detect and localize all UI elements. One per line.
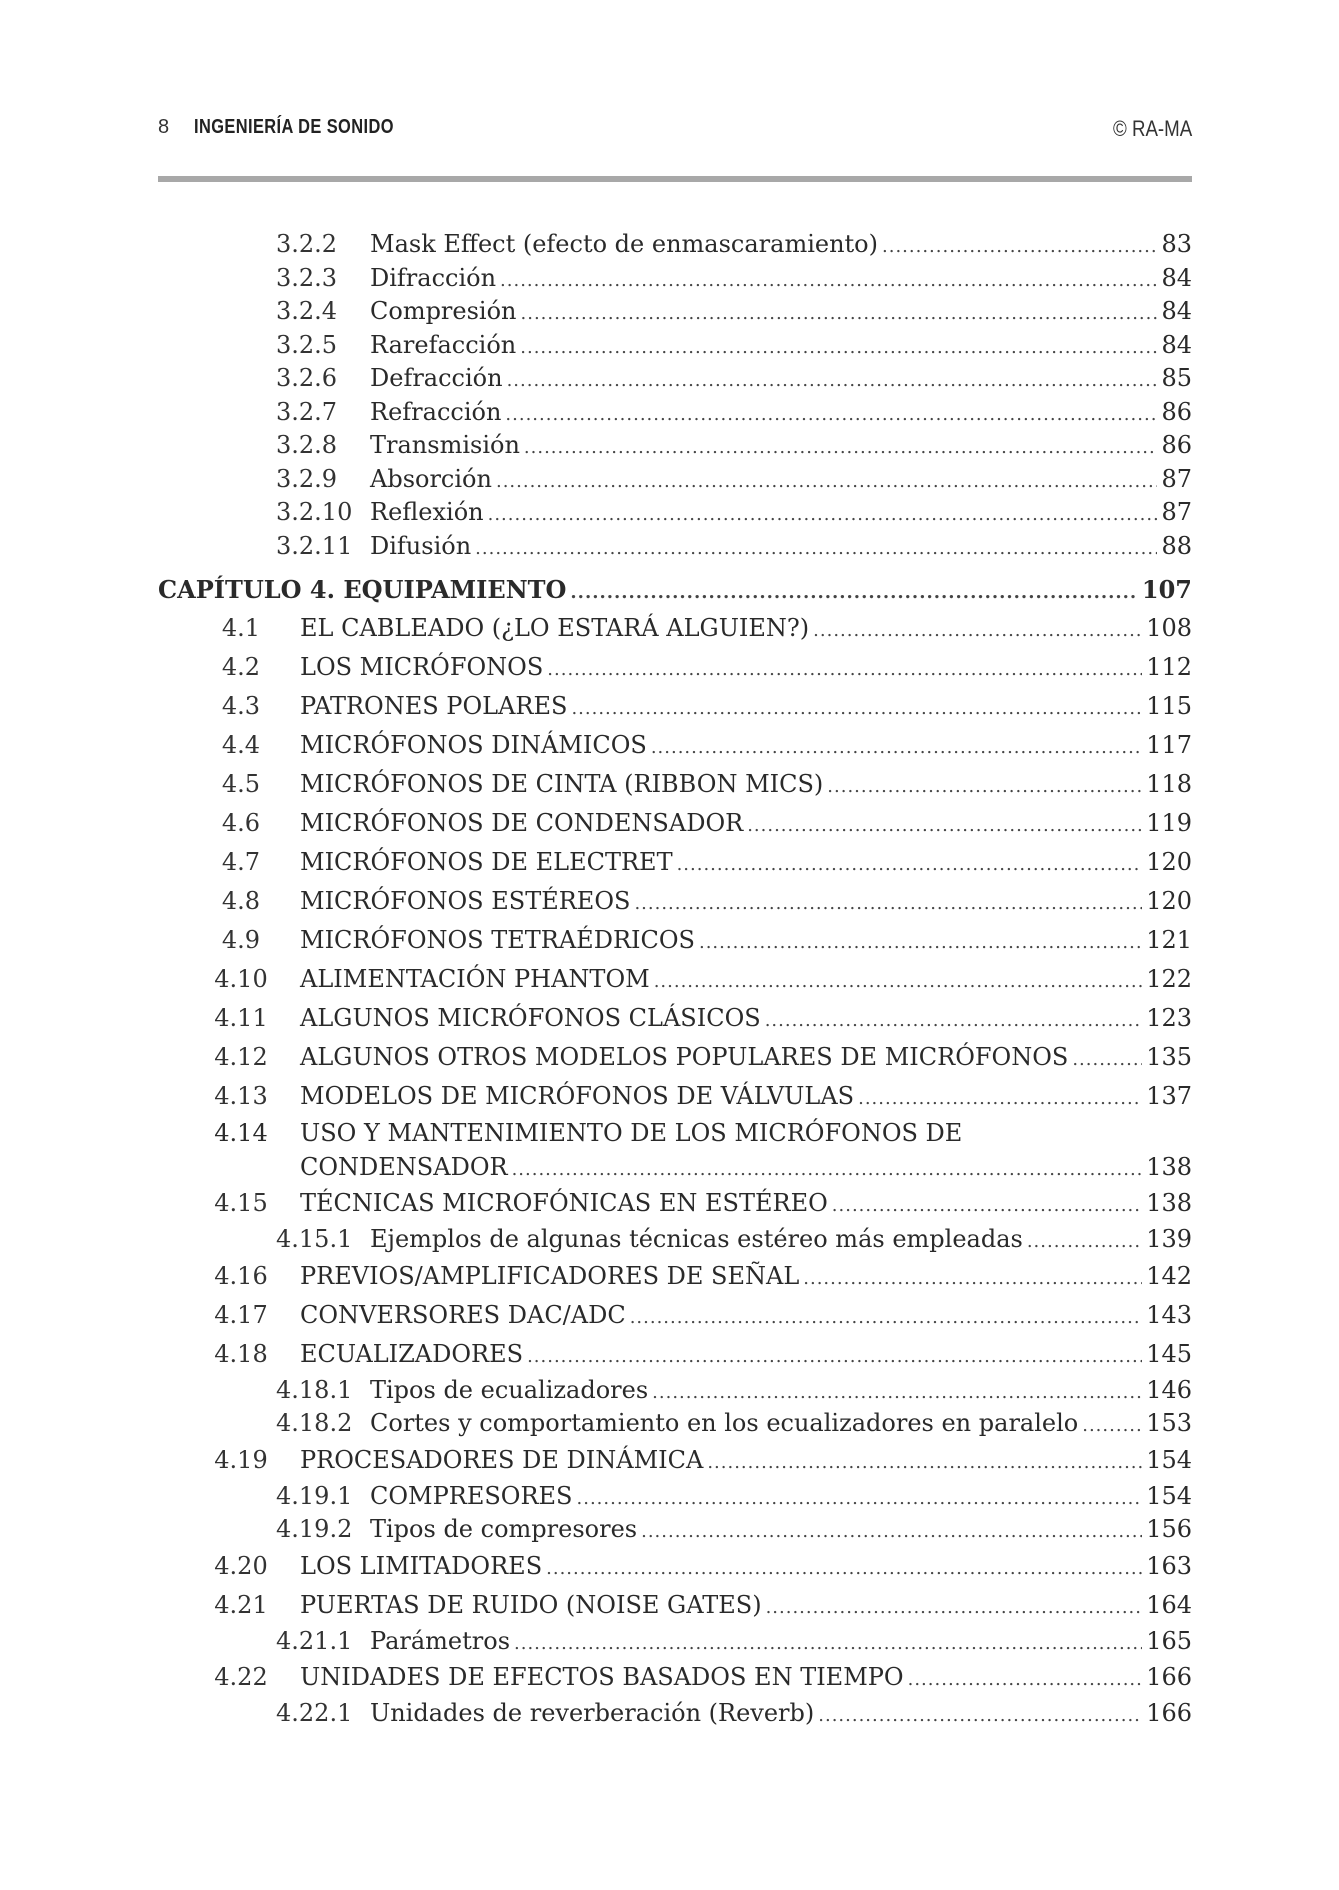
toc-entry-number: 4.3 xyxy=(221,692,261,720)
toc-entry-title: ECUALIZADORES xyxy=(300,1339,524,1368)
toc-entry-title: MICRÓFONOS ESTÉREOS xyxy=(300,887,631,915)
toc-entry-page: 86 xyxy=(1161,431,1192,459)
toc-entry-page: 87 xyxy=(1161,464,1192,493)
toc-entry-page: 84 xyxy=(1161,263,1192,292)
toc-entry-number: 4.10 xyxy=(214,965,268,993)
toc-entry[interactable] xyxy=(158,1335,1192,1374)
toc-leader-dots xyxy=(832,1186,1142,1225)
toc-entry-title: Transmisión xyxy=(370,431,520,459)
toc-entry-page: 138 xyxy=(1146,1153,1192,1181)
toc-entry[interactable] xyxy=(158,530,1192,564)
toc-entry-number: 4.18.2 xyxy=(276,1409,353,1437)
toc-entry-page: 156 xyxy=(1146,1515,1192,1543)
toc-entry[interactable] xyxy=(158,463,1192,497)
toc-entry-title: LOS LIMITADORES xyxy=(300,1551,543,1580)
toc-entry-title: TÉCNICAS MICROFÓNICAS EN ESTÉREO xyxy=(300,1189,828,1217)
toc-entry-number: 4.14 xyxy=(214,1119,268,1147)
toc-entry-title: ALGUNOS OTROS MODELOS POPULARES DE MICRÓFONOS xyxy=(300,1043,1069,1071)
toc-entry-title: MICRÓFONOS DE ELECTRET xyxy=(300,848,673,876)
toc-entry-page: 84 xyxy=(1161,297,1192,325)
toc-entry-number: 4.8 xyxy=(221,887,261,915)
toc-entry-title: EL CABLEADO (¿LO ESTARÁ ALGUIEN?) xyxy=(300,614,810,642)
toc-entry[interactable] xyxy=(158,804,1192,843)
toc-entry-page: 120 xyxy=(1146,887,1192,915)
toc-entry-page: 146 xyxy=(1146,1375,1192,1404)
toc-entry-number: 4.20 xyxy=(214,1551,268,1580)
toc-leader-dots xyxy=(570,572,1137,614)
toc-entry-title: Tipos de compresores xyxy=(370,1515,638,1543)
toc-entry-page: 88 xyxy=(1161,531,1192,560)
toc-entry-number: 4.22 xyxy=(214,1663,268,1691)
toc-entry-page: 165 xyxy=(1146,1626,1192,1655)
toc-entry-title: Difusión xyxy=(370,531,472,560)
toc-entry-number: 4.19.1 xyxy=(276,1481,353,1510)
toc-leader-dots xyxy=(827,767,1142,806)
toc-entry-title: MICRÓFONOS DE CONDENSADOR xyxy=(300,809,744,837)
toc-entry-page: 142 xyxy=(1146,1261,1192,1290)
toc-leader-dots xyxy=(654,962,1143,1001)
toc-entry[interactable] xyxy=(158,687,1192,726)
toc-leader-dots xyxy=(547,650,1142,689)
toc-entry[interactable] xyxy=(158,1658,1192,1697)
toc-entry[interactable] xyxy=(158,1116,1192,1150)
toc-leader-dots xyxy=(707,1443,1142,1482)
toc-leader-dots xyxy=(858,1079,1142,1118)
toc-entry[interactable] xyxy=(158,960,1192,999)
toc-leader-dots xyxy=(571,689,1142,728)
toc-entry[interactable] xyxy=(158,396,1192,430)
toc-entry-title: Parámetros xyxy=(370,1626,511,1655)
toc-entry-page: 108 xyxy=(1146,614,1192,642)
toc-entry-number: 3.2.10 xyxy=(276,498,353,526)
toc-entry-page: 135 xyxy=(1146,1043,1192,1071)
toc-leader-dots xyxy=(505,398,1157,432)
toc-entry-page: 118 xyxy=(1146,770,1192,798)
toc-entry[interactable] xyxy=(158,1374,1192,1408)
toc-leader-dots xyxy=(1072,1040,1142,1079)
toc-entry[interactable] xyxy=(158,1407,1192,1441)
toc-entry-title: COMPRESORES xyxy=(370,1481,573,1510)
toc-entry-title: Ejemplos de algunas técnicas estéreo más empleadas xyxy=(370,1225,1023,1253)
toc-leader-dots xyxy=(521,297,1158,331)
toc-entry-page: 166 xyxy=(1146,1663,1192,1691)
toc-leader-dots xyxy=(500,264,1157,298)
toc-leader-dots xyxy=(747,806,1142,845)
toc-entry-title: Absorción xyxy=(370,464,492,493)
toc-entry-title: MICRÓFONOS DINÁMICOS xyxy=(300,731,647,759)
toc-entry-title: CONDENSADOR xyxy=(300,1153,508,1181)
toc-leader-dots xyxy=(882,230,1157,264)
toc-entry-number: 4.22.1 xyxy=(276,1699,353,1727)
toc-entry[interactable] xyxy=(158,1697,1192,1731)
toc-leader-dots xyxy=(630,1298,1142,1337)
toc-leader-dots xyxy=(577,1482,1143,1516)
toc-entry-title: ALGUNOS MICRÓFONOS CLÁSICOS xyxy=(300,1004,761,1032)
book-title: INGENIERÍA DE SONIDO xyxy=(194,116,394,138)
toc-entry-page: 166 xyxy=(1146,1699,1192,1727)
toc-entry-number: 4.13 xyxy=(214,1082,268,1110)
toc-entry[interactable] xyxy=(158,295,1192,329)
toc-entry-number: 3.2.9 xyxy=(276,464,338,493)
toc-entry-number: 4.1 xyxy=(221,614,261,642)
toc-entry-page: 84 xyxy=(1161,330,1192,359)
toc-entry[interactable] xyxy=(158,609,1192,648)
toc-entry-number: 3.2.3 xyxy=(276,263,338,292)
toc-entry-page: 86 xyxy=(1161,397,1192,426)
toc-leader-dots xyxy=(766,1588,1143,1627)
toc-entry-number: 4.9 xyxy=(221,926,261,954)
toc-entry-page: 122 xyxy=(1146,965,1192,993)
toc-entry-title: Reflexión xyxy=(370,498,484,526)
toc-entry-number: 4.7 xyxy=(221,848,261,876)
toc-entry-number: 3.2.8 xyxy=(276,431,338,459)
toc-entry[interactable] xyxy=(158,921,1192,960)
toc-entry-title: Unidades de reverberación (Reverb) xyxy=(370,1699,815,1727)
toc-entry-page: 145 xyxy=(1146,1339,1192,1368)
toc-entry[interactable] xyxy=(158,1441,1192,1480)
toc-entry-number: 3.2.11 xyxy=(276,531,353,560)
toc-entry-title: PROCESADORES DE DINÁMICA xyxy=(300,1445,704,1474)
toc-entry-page: 87 xyxy=(1161,498,1192,526)
toc-leader-dots xyxy=(524,431,1158,465)
running-header xyxy=(158,112,1192,152)
toc-entry[interactable] xyxy=(158,1077,1192,1116)
toc-entry[interactable] xyxy=(158,1038,1192,1077)
toc-entry-page: 123 xyxy=(1146,1004,1192,1032)
toc-entry-title: CONVERSORES DAC/ADC xyxy=(300,1300,626,1329)
toc-entry-title: Cortes y comportamiento en los ecualizadores en paralelo xyxy=(370,1409,1079,1437)
toc-entry-page: 154 xyxy=(1146,1481,1192,1510)
toc-entry-page: 85 xyxy=(1161,364,1192,392)
toc-entry-title: USO Y MANTENIMIENTO DE LOS MICRÓFONOS DE xyxy=(300,1119,963,1147)
toc-entry[interactable] xyxy=(158,1547,1192,1586)
toc-entry-title: Refracción xyxy=(370,397,502,426)
toc-leader-dots xyxy=(908,1660,1143,1699)
toc-entry-title: PREVIOS/AMPLIFICADORES DE SEÑAL xyxy=(300,1261,800,1290)
toc-entry[interactable] xyxy=(158,1184,1192,1223)
toc-entry-title: Compresión xyxy=(370,297,517,325)
toc-entry-title: ALIMENTACIÓN PHANTOM xyxy=(300,965,650,993)
toc-entry-title: PUERTAS DE RUIDO (NOISE GATES) xyxy=(300,1590,762,1619)
toc-entry[interactable] xyxy=(158,1296,1192,1335)
publisher-mark: © RA-MA xyxy=(1112,116,1192,141)
toc-entry-page: 119 xyxy=(1146,809,1192,837)
toc-entry-title: MICRÓFONOS TETRAÉDRICOS xyxy=(300,926,695,954)
toc-entry-page: 153 xyxy=(1146,1409,1192,1437)
toc-leader-dots xyxy=(507,364,1158,398)
toc-entry-page: 107 xyxy=(1141,575,1192,604)
toc-entry-page: 139 xyxy=(1146,1225,1192,1253)
toc-entry-number: 4.21 xyxy=(214,1590,268,1619)
toc-leader-dots xyxy=(813,611,1142,650)
toc-entry-page: 115 xyxy=(1146,692,1192,720)
toc-leader-dots xyxy=(527,1337,1142,1376)
toc-entry-number: 3.2.2 xyxy=(276,230,338,258)
toc-leader-dots xyxy=(1027,1225,1142,1259)
toc-entry-page: 121 xyxy=(1146,926,1192,954)
toc-entry-title: Difracción xyxy=(370,263,497,292)
toc-entry[interactable] xyxy=(158,329,1192,363)
toc-leader-dots xyxy=(677,845,1143,884)
toc-entry-page: 163 xyxy=(1146,1551,1192,1580)
toc-leader-dots xyxy=(634,884,1142,923)
toc-entry-title: CAPÍTULO 4. EQUIPAMIENTO xyxy=(158,575,567,604)
toc-entry-title: Defracción xyxy=(370,364,503,392)
toc-entry[interactable] xyxy=(158,999,1192,1038)
toc-entry-title: UNIDADES DE EFECTOS BASADOS EN TIEMPO xyxy=(300,1663,904,1691)
toc-leader-dots xyxy=(520,331,1157,365)
toc-entry[interactable] xyxy=(158,228,1192,262)
toc-entry-number: 3.2.5 xyxy=(276,330,338,359)
toc-entry-number: 4.4 xyxy=(221,731,261,759)
toc-entry-number: 3.2.6 xyxy=(276,364,338,392)
toc-entry-number: 4.16 xyxy=(214,1261,268,1290)
toc-leader-dots xyxy=(488,498,1158,532)
toc-entry[interactable] xyxy=(158,1625,1192,1659)
toc-entry[interactable] xyxy=(158,1586,1192,1625)
toc-entry[interactable] xyxy=(158,1257,1192,1296)
toc-entry-number: 4.15.1 xyxy=(276,1225,353,1253)
toc-entry-page: 138 xyxy=(1146,1189,1192,1217)
toc-entry[interactable] xyxy=(158,882,1192,921)
toc-chapter-entry[interactable] xyxy=(158,569,1192,611)
toc-leader-dots xyxy=(1082,1409,1142,1443)
toc-entry[interactable] xyxy=(158,1480,1192,1514)
toc-entry-page: 120 xyxy=(1146,848,1192,876)
toc-entry[interactable] xyxy=(158,496,1192,530)
toc-entry-number: 3.2.4 xyxy=(276,297,338,325)
toc-entry-number: 4.6 xyxy=(221,809,261,837)
toc-entry[interactable] xyxy=(158,726,1192,765)
toc-entry[interactable] xyxy=(158,648,1192,687)
toc-leader-dots xyxy=(514,1627,1142,1661)
toc-entry[interactable] xyxy=(158,362,1192,396)
toc-entry[interactable] xyxy=(158,262,1192,296)
toc-leader-dots xyxy=(699,923,1142,962)
toc-entry-page: 137 xyxy=(1146,1082,1192,1110)
toc-entry-page: 83 xyxy=(1161,230,1192,258)
toc-entry-page: 143 xyxy=(1146,1300,1192,1329)
toc-entry-number: 4.11 xyxy=(214,1004,268,1032)
toc-leader-dots xyxy=(512,1153,1143,1187)
toc-entry-title: Mask Effect (efecto de enmascaramiento) xyxy=(370,230,878,258)
toc-entry-number: 4.18 xyxy=(214,1339,268,1368)
toc-entry-title: Tipos de ecualizadores xyxy=(370,1375,649,1404)
toc-entry-title: Rarefacción xyxy=(370,330,517,359)
toc-entry[interactable] xyxy=(158,765,1192,804)
toc-leader-dots xyxy=(496,465,1157,499)
toc-leader-dots xyxy=(765,1001,1143,1040)
toc-leader-dots xyxy=(652,1376,1142,1410)
toc-entry-number: 4.19.2 xyxy=(276,1515,353,1543)
toc-entry-title: MICRÓFONOS DE CINTA (RIBBON MICS) xyxy=(300,770,824,798)
toc-leader-dots xyxy=(546,1549,1142,1588)
toc-entry-number: 3.2.7 xyxy=(276,397,338,426)
page-number: 8 xyxy=(158,116,170,138)
toc-entry-page: 112 xyxy=(1146,653,1192,681)
toc-entry-title: LOS MICRÓFONOS xyxy=(300,653,544,681)
toc-entry-number: 4.2 xyxy=(221,653,261,681)
toc-entry[interactable] xyxy=(158,429,1192,463)
toc-entry-number: 4.19 xyxy=(214,1445,268,1474)
toc-leader-dots xyxy=(803,1259,1142,1298)
toc-entry-title: PATRONES POLARES xyxy=(300,692,568,720)
toc-leader-dots xyxy=(475,532,1157,566)
table-of-contents xyxy=(158,228,1192,1731)
toc-entry-number: 4.18.1 xyxy=(276,1375,353,1404)
toc-entry[interactable] xyxy=(158,1513,1192,1547)
toc-entry-page: 164 xyxy=(1146,1590,1192,1619)
toc-entry-page: 154 xyxy=(1146,1445,1192,1474)
toc-entry-number: 4.12 xyxy=(214,1043,268,1071)
toc-entry[interactable] xyxy=(158,1150,1192,1184)
toc-entry-number: 4.15 xyxy=(214,1189,268,1217)
toc-entry[interactable] xyxy=(158,843,1192,882)
toc-leader-dots xyxy=(818,1699,1142,1733)
toc-entry-number: 4.17 xyxy=(214,1300,268,1329)
toc-entry-page: 117 xyxy=(1146,731,1192,759)
toc-entry-number: 4.21.1 xyxy=(276,1626,353,1655)
toc-entry-title: MODELOS DE MICRÓFONOS DE VÁLVULAS xyxy=(300,1082,855,1110)
toc-leader-dots xyxy=(641,1515,1142,1549)
header-rule xyxy=(158,176,1192,182)
toc-entry[interactable] xyxy=(158,1223,1192,1257)
toc-entry-number: 4.5 xyxy=(221,770,261,798)
toc-leader-dots xyxy=(651,728,1142,767)
